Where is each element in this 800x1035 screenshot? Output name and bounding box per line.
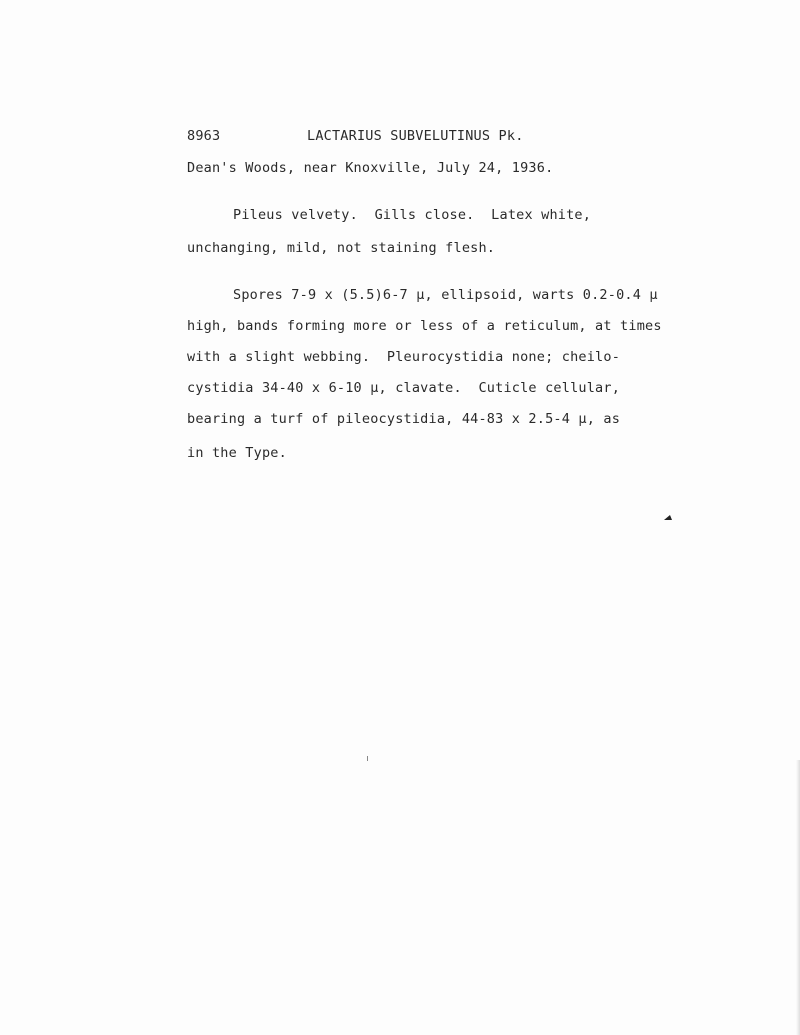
- paper-speck: [367, 756, 368, 761]
- microscopy-line: cystidia 34-40 x 6-10 µ, clavate. Cuticle cellular,: [187, 380, 621, 396]
- microscopy-line: with a slight webbing. Pleurocystidia none; cheilo-: [187, 349, 621, 365]
- species-title: LACTARIUS SUBVELUTINUS Pk.: [307, 128, 524, 144]
- microscopy-line: Spores 7-9 x (5.5)6-7 µ, ellipsoid, warts 0.2-0.4 µ: [233, 287, 658, 303]
- scan-edge-shadow: [796, 760, 800, 1035]
- microscopy-line: bearing a turf of pileocystidia, 44-83 x 2.5-4 µ, as: [187, 411, 621, 427]
- microscopy-line: in the Type.: [187, 445, 287, 461]
- ink-mark: [664, 515, 672, 520]
- microscopy-line: high, bands forming more or less of a reticulum, at times: [187, 318, 662, 334]
- description-line: Pileus velvety. Gills close. Latex white,: [233, 207, 592, 223]
- description-line: unchanging, mild, not staining flesh.: [187, 240, 496, 256]
- locality-line: Dean's Woods, near Knoxville, July 24, 1936.: [187, 160, 554, 176]
- specimen-number: 8963: [187, 128, 221, 144]
